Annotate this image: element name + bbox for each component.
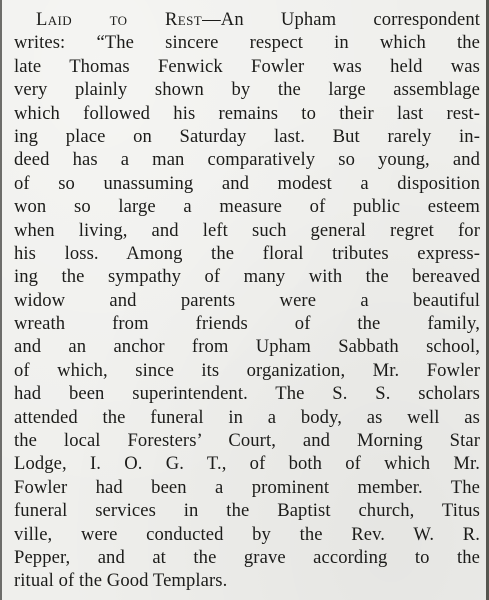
column-rule-left <box>0 0 2 600</box>
article-line: Pepper, and at the grave according to the <box>14 546 480 568</box>
article-line: writes: “The sincere respect in which the <box>14 32 480 54</box>
article-line: wreath from friends of the family, <box>14 313 480 335</box>
article-heading: Laid to Rest <box>36 9 203 30</box>
article-line: deed has a man comparatively so young, and <box>14 149 480 171</box>
article-line: which followed his remains to their last rest- <box>14 102 480 124</box>
article-line: Fowler had been a prominent member. The <box>14 476 480 498</box>
article-line: very plainly shown by the large assemblage <box>14 79 480 101</box>
article-line: ville, were conducted by the Rev. W. R. <box>14 523 480 545</box>
article-line-text: —An Upham correspondent <box>202 9 480 30</box>
article-line: when living, and left such general regret for <box>14 219 480 241</box>
article-line: widow and parents were a beautiful <box>14 289 480 311</box>
article-line: of so unassuming and modest a disposition <box>14 172 480 194</box>
article-line <box>14 8 480 31</box>
article-line: of which, since its organization, Mr. Fowler <box>14 359 480 381</box>
article-line: had been superintendent. The S. S. scholars <box>14 383 480 405</box>
article-line: ing place on Saturday last. But rarely in- <box>14 125 480 147</box>
article-line: won so large a measure of public esteem <box>14 196 480 218</box>
article-line: his loss. Among the floral tributes express- <box>14 242 480 264</box>
article-line: ritual of the Good Templars. <box>14 570 228 592</box>
article-line: Lodge, I. O. G. T., of both of which Mr. <box>14 453 480 475</box>
article-line: late Thomas Fenwick Fowler was held was <box>14 55 480 77</box>
article-line: funeral services in the Baptist church, Titus <box>14 500 480 522</box>
article-line: ing the sympathy of many with the bereaved <box>14 266 480 288</box>
article-line: attended the funeral in a body, as well as <box>14 406 480 428</box>
article-body <box>14 8 480 593</box>
article-line: and an anchor from Upham Sabbath school, <box>14 336 480 358</box>
article-line: the local Foresters’ Court, and Morning Star <box>14 430 480 452</box>
